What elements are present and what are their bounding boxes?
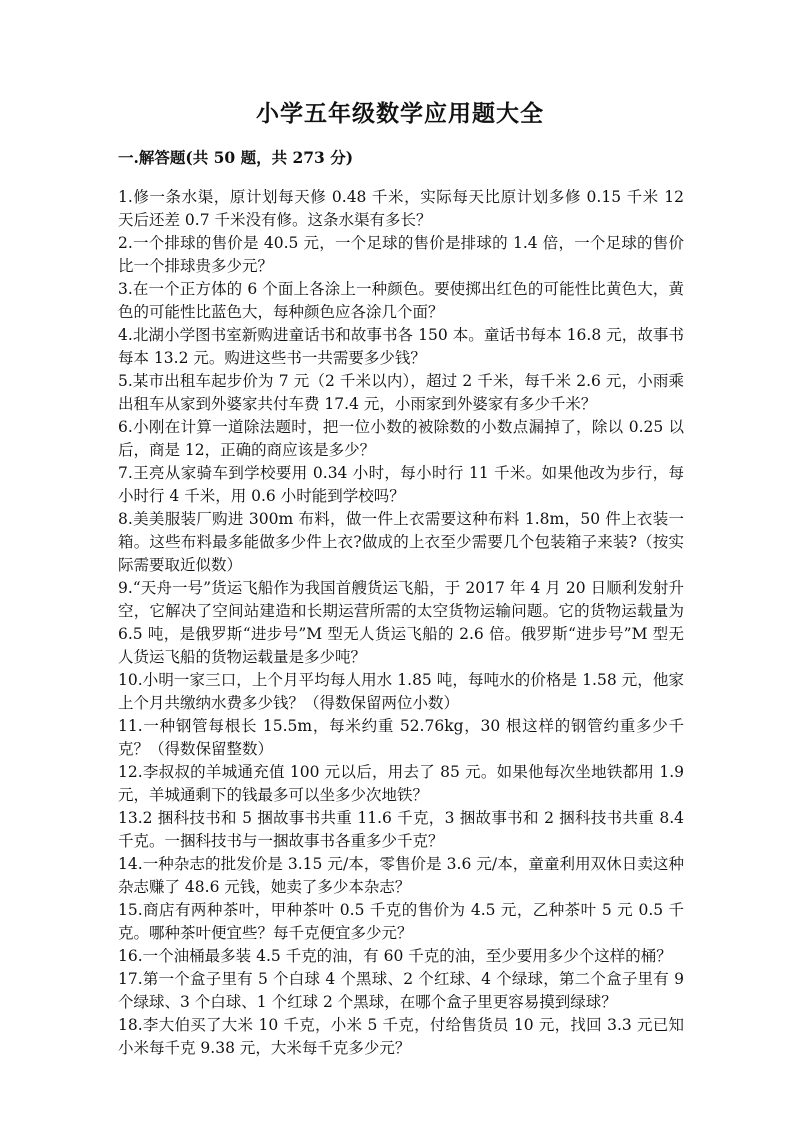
question-item: 6.小刚在计算一道除法题时，把一位小数的被除数的小数点漏掉了，除以 0.25 以后，商是 12，正确的商应该是多少？: [118, 418, 684, 459]
question-item: 16.一个油桶最多装 4.5 千克的油，有 60 千克的油，至少要用多少个这样的桶？: [118, 947, 672, 965]
question-item: 10.小明一家三口，上个月平均每人用水 1.85 吨，每吨水的价格是 1.58 元，他家上个月共缴纳水费多少钱？（得数保留两位小数）: [118, 671, 684, 712]
question-item: 18.李大伯买了大米 10 千克，小米 5 千克，付给售货员 10 元，找回 3.3 元已知小米每千克 9.38 元，大米每千克多少元？: [118, 1016, 684, 1057]
question-item: 13.2 捆科技书和 5 捆故事书共重 11.6 千克，3 捆故事书和 2 捆科技书共重 8.4 千克。一捆科技书与一捆故事书各重多少千克？: [118, 809, 684, 850]
question-item: 14.一种杂志的批发价是 3.15 元/本，零售价是 3.6 元/本，童童利用双休日卖这种杂志赚了 48.6 元钱，她卖了多少本杂志？: [118, 855, 684, 896]
question-item: 2.一个排球的售价是 40.5 元，一个足球的售价是排球的 1.4 倍，一个足球的售价比一个排球贵多少元？: [118, 234, 684, 275]
question-item: 17.第一个盒子里有 5 个白球 4 个黑球、2 个红球、4 个绿球，第二个盒子里有 9 个绿球、3 个白球、1 个红球 2 个黑球，在哪个盒子里更容易摸到绿球？: [118, 970, 684, 1011]
question-item: 1.修一条水渠，原计划每天修 0.48 千米，实际每天比原计划多修 0.15 千米 12 天后还差 0.7 千米没有修。这条水渠有多长？: [118, 188, 684, 229]
section-heading: 一.解答题(共 50 题，共 273 分): [118, 148, 354, 167]
question-list: [118, 186, 684, 1060]
question-item: 7.王亮从家骑车到学校要用 0.34 小时，每小时行 11 千米。如果他改为步行，每小时行 4 千米，用 0.6 小时能到学校吗？: [118, 464, 684, 505]
question-item: 3.在一个正方体的 6 个面上各涂上一种颜色。要使掷出红色的可能性比黄色大，黄色的可能性比蓝色大，每种颜色应各涂几个面？: [118, 280, 684, 321]
question-item: 11.一种钢管每根长 15.5m，每米约重 52.76kg，30 根这样的钢管约重多少千克？（得数保留整数）: [118, 717, 684, 758]
question-item: 9.“天舟一号”货运飞船作为我国首艘货运飞船，于 2017 年 4 月 20 日顺利发射升空，它解决了空间站建造和长期运营所需的太空货物运输问题。它的货物运载量为 6.5 吨，是俄罗斯“进步号”M 型无人货运飞船的 2.6 倍。俄罗斯“进步号”M 型无人货运飞船的货物运载量是多少吨？: [118, 579, 684, 666]
question-item: 12.李叔叔的羊城通充值 100 元以后，用去了 85 元。如果他每次坐地铁都用 1.9 元，羊城通剩下的钱最多可以坐多少次地铁？: [118, 763, 684, 804]
document-title: 小学五年级数学应用题大全: [256, 100, 544, 127]
question-item: 4.北湖小学图书室新购进童话书和故事书各 150 本。童话书每本 16.8 元，故事书每本 13.2 元。购进这些书一共需要多少钱？: [118, 326, 684, 367]
question-item: 8.美美服装厂购进 300m 布料，做一件上衣需要这种布料 1.8m，50 件上衣装一箱。这些布料最多能做多少件上衣?做成的上衣至少需要几个包装箱子来装?（按实际需要取近似数）: [118, 510, 684, 574]
question-item: 5.某市出租车起步价为 7 元（2 千米以内），超过 2 千米，每千米 2.6 元，小雨乘出租车从家到外婆家共付车费 17.4 元，小雨家到外婆家有多少千米？: [118, 372, 684, 413]
question-item: 15.商店有两种茶叶，甲种茶叶 0.5 千克的售价为 4.5 元，乙种茶叶 5 元 0.5 千克。哪种茶叶便宜些？每千克便宜多少元？: [118, 901, 684, 942]
